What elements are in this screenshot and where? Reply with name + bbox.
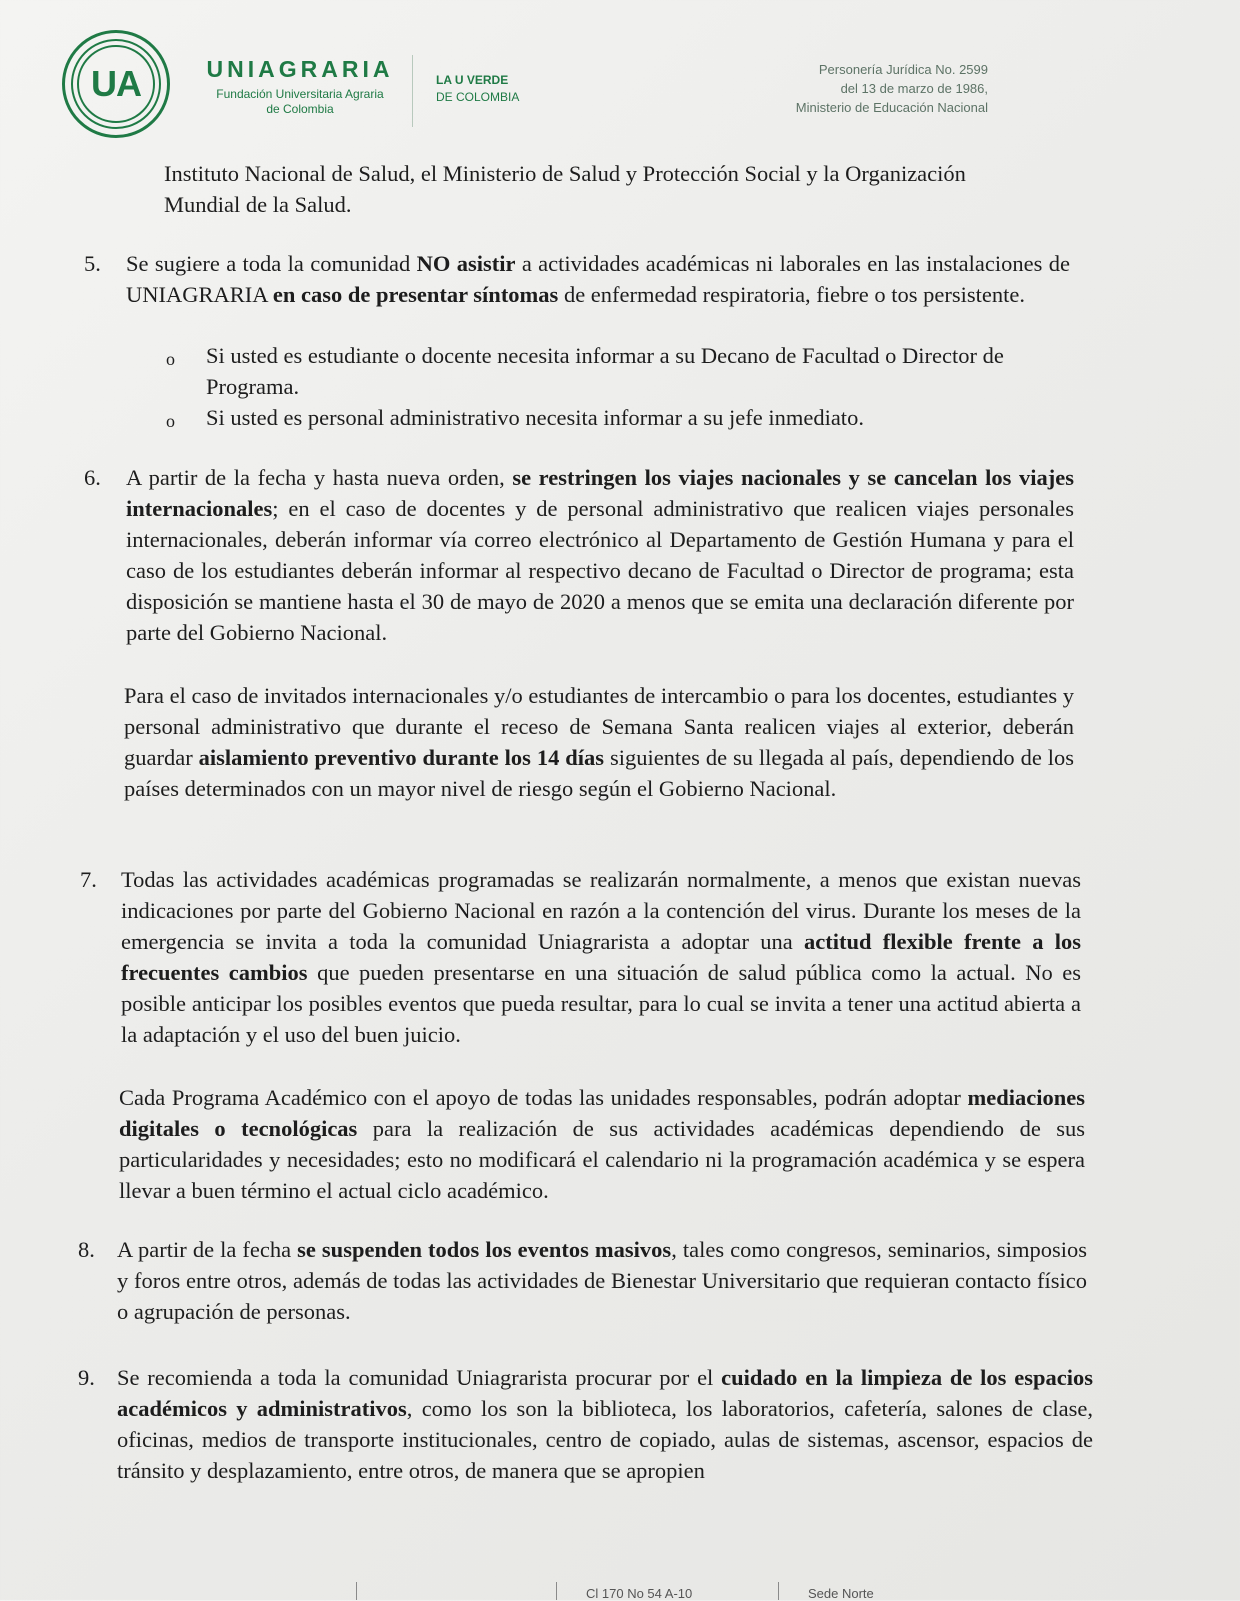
item-8-bold-1: se suspenden todos los eventos masivos	[297, 1237, 672, 1262]
item-7-text-1: Todas las actividades académicas programadas se realizarán normalmente, a menos que existan nuevas indicaciones por parte del Gobierno Nacional en razón a la contención del virus. Durante los meses de la emergencia se invita a toda la comunidad Uniagrarista a adoptar una	[121, 867, 1081, 954]
item-6-p2-bold-1: aislamiento preventivo durante los 14 días	[198, 745, 605, 770]
item-5-text-3: de enfermedad respiratoria, fiebre o tos persistente.	[558, 282, 1025, 307]
item-6-number: 6.	[84, 465, 101, 490]
legal-info	[796, 60, 988, 117]
logo-text: UA	[91, 63, 141, 104]
item-9-number: 9.	[78, 1365, 95, 1390]
uniagraria-logo	[62, 30, 170, 138]
item-7-bold-1: actitud flexible frente a los frecuentes cambios	[121, 929, 1081, 985]
footer-address: Cl 170 No 54 A-10	[586, 1586, 693, 1601]
item-6-paragraph-1	[126, 462, 1074, 648]
brand-subtitle-2: de Colombia	[266, 102, 334, 116]
item-6-paragraph-2	[124, 680, 1074, 804]
bullet-marker: o	[166, 411, 175, 431]
item-5-bullet-2: Si usted es personal administrativo necesita informar a su jefe inmediato.	[206, 405, 864, 430]
item-5-text-2: a actividades académicas ni laborales en las instalaciones de UNIAGRARIA	[126, 251, 1070, 307]
intro-line-2: Mundial de la Salud.	[164, 192, 352, 217]
footer-divider	[778, 1582, 779, 1600]
item-9-text-1: Se recomienda a toda la comunidad Uniagrarista procurar por el	[117, 1365, 722, 1390]
slogan-line-2: DE COLOMBIA	[436, 90, 520, 104]
item-6-text-2: ; en el caso de docentes y de personal administrativo que realicen viajes personales internacionales, deberán informar vía correo electrónico al Departamento de Gestión Humana y para el caso de los estudiantes deberán informar al respectivo decano de Facultad o Director de programa; esta disposición se mantiene hasta el 30 de mayo de 2020 a menos que se emita una declaración diferente por parte del Gobierno Nacional.	[126, 496, 1074, 645]
item-8-number: 8.	[78, 1237, 95, 1262]
brand-subtitle-1: Fundación Universitaria Agraria	[216, 87, 384, 101]
brand-name: UNIAGRARIA	[206, 56, 394, 82]
item-6-p2-text-2: siguientes de su llegada al país, dependiendo de los países determinados con un mayor nivel de riesgo según el Gobierno Nacional.	[124, 745, 1074, 801]
intro-line-1: Instituto Nacional de Salud, el Ministerio de Salud y Protección Social y la Organización	[164, 161, 966, 186]
item-7-paragraph-2	[119, 1082, 1085, 1206]
item-5-bold-1: NO asistir	[416, 251, 516, 276]
item-7-text-2: que pueden presentarse en una situación de salud pública como la actual. No es posible anticipar los posibles eventos que pueda resultar, para lo cual se invita a tener una actitud abierta a la adaptación y el uso del buen juicio.	[121, 960, 1082, 1047]
item-7-p2-text-2: para la realización de sus actividades académicas dependiendo de sus particularidades y necesidades; esto no modificará el calendario ni la programación académica y se espera llevar a buen término el actual ciclo académico.	[119, 1116, 1085, 1203]
item-6-bold-1: se restringen los viajes nacionales y se cancelan los viajes internacionales	[126, 465, 1074, 521]
item-7-p2-bold-1: mediaciones digitales o tecnológicas	[119, 1085, 1085, 1141]
bullet-marker: o	[166, 349, 175, 369]
item-7-number: 7.	[80, 867, 97, 892]
item-8-text-2: , tales como congresos, seminarios, simposios y foros entre otros, además de todas las actividades de Bienestar Universitario que requieran contacto físico o agrupación de personas.	[117, 1237, 1087, 1324]
item-5-number: 5.	[84, 251, 101, 276]
item-5-bullet-1: Si usted es estudiante o docente necesita informar a su Decano de Facultad o Director de Programa.	[206, 343, 1004, 399]
legal-line-3: Ministerio de Educación Nacional	[795, 100, 988, 115]
brand-block	[200, 56, 400, 117]
legal-line-2: del 13 de marzo de 1986,	[840, 81, 988, 96]
footer-divider	[556, 1582, 557, 1600]
slogan-line-1: LA U VERDE	[436, 73, 509, 87]
slogan	[436, 72, 519, 106]
item-5-bold-2: en caso de presentar síntomas	[272, 282, 559, 307]
item-5-paragraph	[126, 248, 1070, 310]
footer-divider	[356, 1582, 357, 1600]
item-9-paragraph	[117, 1362, 1093, 1486]
item-9-bold-1: cuidado en la limpieza de los espacios académicos y administrativos	[117, 1365, 1094, 1421]
item-9-text-2: , como los son la biblioteca, los laboratorios, cafetería, salones de clase, oficinas, medios de transporte institucionales, centro de copiado, aulas de sistemas, ascensor, espacios de tránsito y desplazamiento, entre otros, de manera que se apropien	[117, 1396, 1094, 1483]
item-8-text-1: A partir de la fecha	[117, 1237, 298, 1262]
item-7-p2-text-1: Cada Programa Académico con el apoyo de todas las unidades responsables, podrán adoptar	[119, 1085, 968, 1110]
item-7-paragraph-1	[121, 864, 1081, 1050]
item-6-text-1: A partir de la fecha y hasta nueva orden,	[126, 465, 513, 490]
footer-campus: Sede Norte	[808, 1586, 874, 1601]
item-8-paragraph	[117, 1234, 1087, 1327]
item-5-text-1: Se sugiere a toda la comunidad	[126, 251, 417, 276]
item-6-p2-text-1: Para el caso de invitados internacionales y/o estudiantes de intercambio o para los docentes, estudiantes y personal administrativo que durante el receso de Semana Santa realicen viajes al exterior, deberán guardar	[124, 683, 1074, 770]
header-divider	[412, 55, 413, 127]
intro-paragraph	[164, 158, 1064, 220]
legal-line-1: Personería Jurídica No. 2599	[818, 62, 988, 77]
